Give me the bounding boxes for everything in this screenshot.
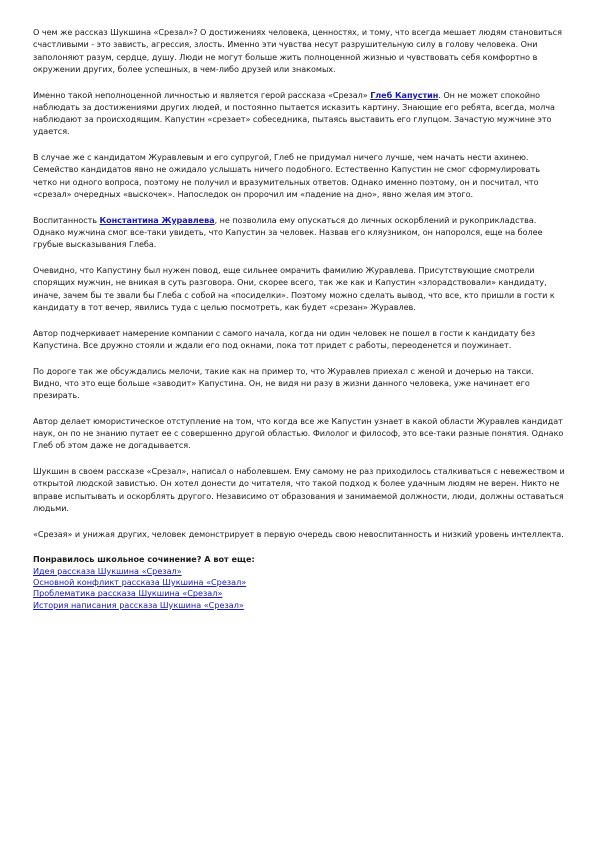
paragraph-text: Автор подчеркивает намерение компании с самого начала, когда ни один человек не пошел в гости к кандидату без Капустина. Все дружно стояли и ждали его под окнами, пока тот придет с работы, переоденется и поужинает. (33, 327, 536, 350)
related-essays-heading: Понравилось школьное сочинение? А вот еще: (33, 554, 255, 565)
essay-paragraph (33, 89, 565, 138)
list-item (33, 577, 565, 588)
paragraph-text: О чем же рассказ Шукшина «Срезал»? О достижениях человека, ценностях, и тому, что всегда мешает людям становиться счастливыми - это зависть, агрессия, злость. Именно эти чувства несут разрушительную силу в голову человека. Они заполоняют разум, сердце, душу. Люди не могут больше жить полноценной жизнью и чувствовать себя комфортно в окружении других, более успешных, в чем-либо друзей или знакомых. (33, 27, 562, 74)
paragraph-text: Именно такой неполноценной личностью и является герой рассказа «Срезал» (33, 89, 371, 100)
essay-paragraph (33, 26, 565, 75)
essay-paragraph (33, 365, 565, 402)
paragraph-text: «Срезая» и унижая других, человек демонстрирует в первую очередь свою невоспитанность и низкий уровень интеллекта. (33, 528, 564, 539)
essay-paragraph (33, 151, 565, 200)
related-essay-link[interactable]: Идея рассказа Шукшина «Срезал» (33, 565, 182, 576)
list-item (33, 566, 565, 577)
paragraph-text: Воспитанность (33, 214, 100, 225)
related-essays (33, 553, 565, 610)
essay-paragraph (33, 465, 565, 514)
paragraph-text: Автор делает юмористическое отступление на том, что когда все же Капустин узнает в какой области Журавлев кандидат наук, он по не знанию путает ее с совершенно другой областью. Филолог и философ, это все-таки разные понятия. Однако Глеб об этом даже не догадывается. (33, 415, 564, 451)
list-item (33, 588, 565, 599)
essay-body (33, 26, 565, 540)
essay-paragraph (33, 214, 565, 251)
essay-paragraph (33, 528, 565, 540)
paragraph-text: Очевидно, что Капустину был нужен повод, еще сильнее омрачить фамилию Журавлева. Присутствующие смотрели спорящих мужчин, не вникая в суть разговора. Они, скорее всего, так же как и Капустин «злорадствовали» кандидату, иначе, зачем бы те звали бы Глеба с собой на «посиделки». Поэтому можно сделать вывод, что все, кто пришли в гости к кандидату в тот вечер, явились туда с целью посмотреть, как будет «срезан» Журавлев. (33, 265, 555, 312)
paragraph-text: В случае же с кандидатом Журавлевым и его супругой, Глеб не придумал ничего лучше, чем начать нести ахинею. Семейство кандидатов явно не ожидало услышать ничего подобного. Естественно Капустин не смог сформулировать четко ни одного вопроса, поэтому не получил и вразумительных ответов. Однако именно поэтому, он и посчитал, что «срезал» очередных «выскочек». Напоследок он пророчил им «падение на дно», явно желая им этого. (33, 152, 541, 200)
related-essay-link[interactable]: История написания рассказа Шукшина «Срезал» (33, 599, 244, 610)
paragraph-text: По дороге так же обсуждались мелочи, такие как на пример то, что Журавлев приехал с женой и дочерью на такси. Видно, что это еще больше «заводит» Капустина. Он, не видя ни разу в жизни данного человека, уже начинает его презирать. (33, 365, 534, 401)
related-essays-list (33, 566, 565, 611)
essay-paragraph (33, 415, 565, 452)
related-essay-link[interactable]: Основной конфликт рассказа Шукшина «Срезал» (33, 577, 247, 587)
related-essay-link[interactable]: Проблематика рассказа Шукшина «Срезал» (33, 588, 223, 599)
essay-paragraph (33, 327, 565, 352)
paragraph-text: . Он не может спокойно наблюдать за достижениями других людей, и постоянно пытается исказить картину. Знающие его ребята, всегда, молча наблюдают за происходящим. Капустин «срезает» собеседника, пытаясь выставить его глупцом. Зачастую мужчине это удается. (33, 89, 555, 137)
character-link[interactable]: Константина Журавлева (99, 214, 215, 225)
character-link[interactable]: Глеб Капустин (370, 89, 439, 100)
paragraph-text: , не позволила ему опускаться до личных оскорблений и рукоприкладства. Однако мужчина смог все-таки увидеть, что Капустин за человек. Назвав его кляузником, он напоролся, еще на более грубые высказывания Глеба. (33, 214, 543, 250)
list-item (33, 600, 565, 611)
essay-paragraph (33, 264, 565, 313)
paragraph-text: Шукшин в своем рассказе «Срезал», написал о наболевшем. Ему самому не раз приходилось сталкиваться с невежеством и открытой людской завистью. Он хотел донести до читателя, что такой подход к более удачным людям не верен. Никто не вправе испытывать и оскорблять другого. Независимо от образования и занимаемой должности, люди, должны оставаться людьми. (33, 466, 565, 514)
